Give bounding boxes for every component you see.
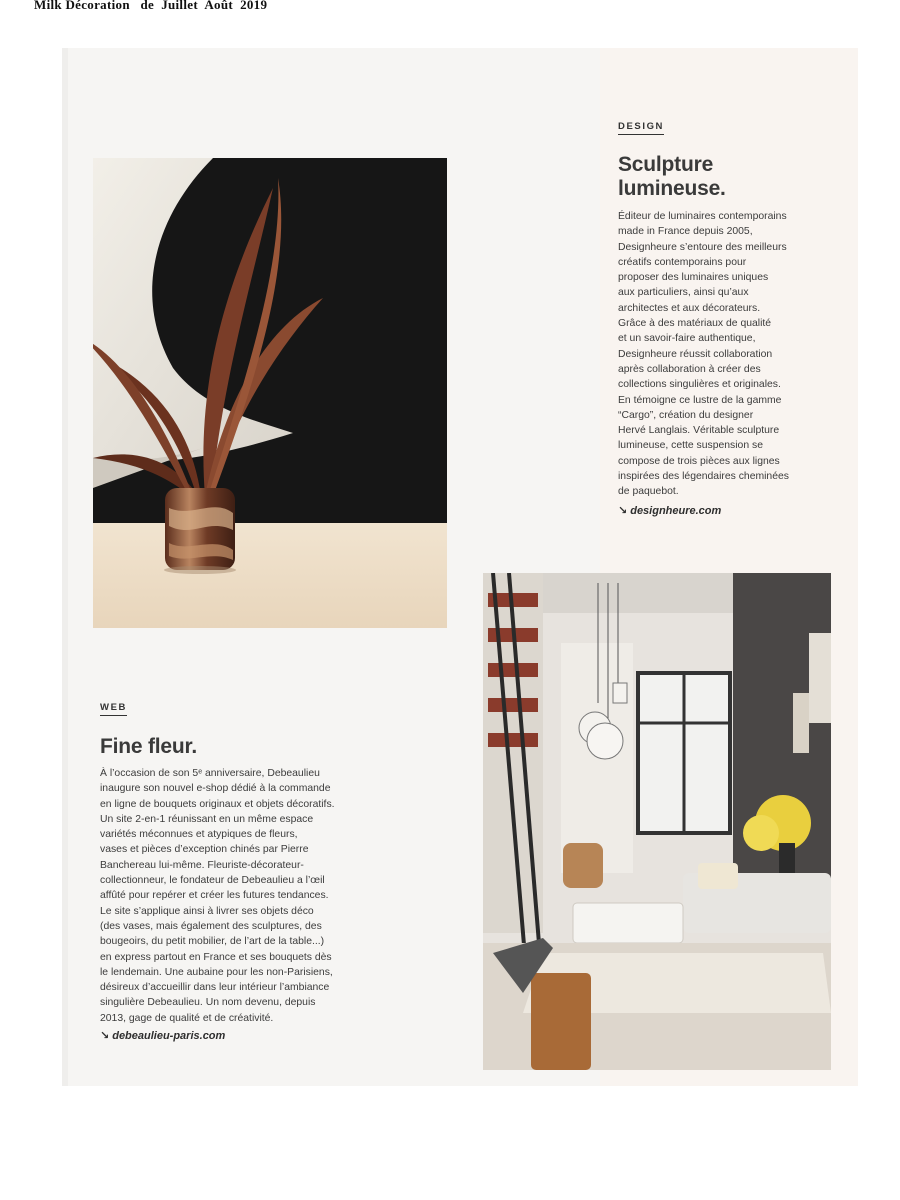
text-line: désireux d’accueillir dans leur intérieur l’ambiance xyxy=(100,982,330,994)
text-line: (des vases, mais également des sculptures, des xyxy=(100,920,322,932)
text-line: proposer des luminaires uniques xyxy=(618,272,769,284)
text-line: Hervé Langlais. Véritable sculpture xyxy=(618,425,780,437)
arrow-down-right-icon: ↘ xyxy=(100,1030,110,1042)
text-line: 2013, gage de qualité et de créativité. xyxy=(100,1012,274,1024)
living-room-illustration xyxy=(483,573,831,1070)
text-line: “Cargo”, création du designer xyxy=(618,409,754,421)
arrow-down-right-icon: ↘ xyxy=(618,505,628,517)
design-headline-line-2: lumineuse. xyxy=(618,177,726,200)
text-line: Un site 2-en-1 réunissant en un même espace xyxy=(100,813,314,825)
text-line: de paquebot. xyxy=(618,486,679,498)
text-line: collections singulières et originales. xyxy=(618,379,781,391)
text-line: inaugure son nouvel e-shop dédié à la commande xyxy=(100,783,331,795)
text-line: À l’occasion de son 5ᵉ anniversaire, Debeaulieu xyxy=(100,768,320,779)
text-line: Banchereau lui-même. Fleuriste-décorateur- xyxy=(100,859,304,871)
text-line: Designheure réussit collaboration xyxy=(618,348,773,360)
text-line: Le site s’applique ainsi à livrer ses objets déco xyxy=(100,905,314,917)
debeaulieu-link[interactable] xyxy=(100,1029,225,1042)
text-line: le lendemain. Une aubaine pour les non-Parisiens, xyxy=(100,966,333,978)
text-line: Designheure s’entoure des meilleurs xyxy=(618,241,787,253)
text-line: bougeoirs, du petit mobilier, de l’art de la table...) xyxy=(100,936,325,948)
text-line: compose de trois pièces aux lignes xyxy=(618,455,780,467)
design-body xyxy=(618,209,789,500)
text-line: en ligne de bouquets originaux et objets décoratifs. xyxy=(100,798,335,810)
text-line: Éditeur de luminaires contemporains xyxy=(618,211,787,222)
text-line: après collaboration à créer des xyxy=(618,363,761,375)
text-line: collectionneur, le fondateur de Debeaulieu a l’œil xyxy=(100,875,325,887)
design-headline xyxy=(618,153,726,201)
text-line: lumineuse, cette suspension se xyxy=(618,440,763,452)
vase-with-leaves-photo xyxy=(93,158,447,628)
design-headline-line-1: Sculpture xyxy=(618,153,714,176)
text-line: et un savoir-faire authentique, xyxy=(618,333,756,345)
vase-illustration xyxy=(93,158,447,628)
text-line: aux particuliers, ainsi qu’aux xyxy=(618,287,749,299)
page-edge-shadow xyxy=(62,48,68,1086)
debeaulieu-link-text: debeaulieu-paris.com xyxy=(112,1030,226,1042)
text-line: architectes et aux décorateurs. xyxy=(618,302,761,314)
text-line: en express partout en France et ses bouquets dès xyxy=(100,951,332,963)
text-line: En témoigne ce lustre de la gamme xyxy=(618,394,782,406)
living-room-photo xyxy=(483,573,831,1070)
magazine-header: Milk Décoration de Juillet Août 2019 xyxy=(34,0,268,12)
text-line: variétés méconnues et atypiques de fleurs, xyxy=(100,829,298,841)
web-headline: Fine fleur. xyxy=(100,735,197,758)
designheure-link[interactable] xyxy=(618,504,721,517)
text-line: affûté pour repérer et créer les futures tendances. xyxy=(100,890,329,902)
designheure-link-text: designheure.com xyxy=(630,505,722,517)
text-line: créatifs contemporains pour xyxy=(618,256,747,268)
web-body xyxy=(100,766,335,1026)
text-line: made in France depuis 2005, xyxy=(618,226,753,238)
section-label-design: DESIGN xyxy=(618,121,664,135)
text-line: singulière Debeaulieu. Un nom devenu, depuis xyxy=(100,997,316,1009)
section-label-web: WEB xyxy=(100,702,127,716)
text-line: vases et pièces d’exception chinés par Pierre xyxy=(100,844,309,856)
text-line: inspirées des légendaires cheminées xyxy=(618,471,789,483)
text-line: Grâce à des matériaux de qualité xyxy=(618,318,772,330)
